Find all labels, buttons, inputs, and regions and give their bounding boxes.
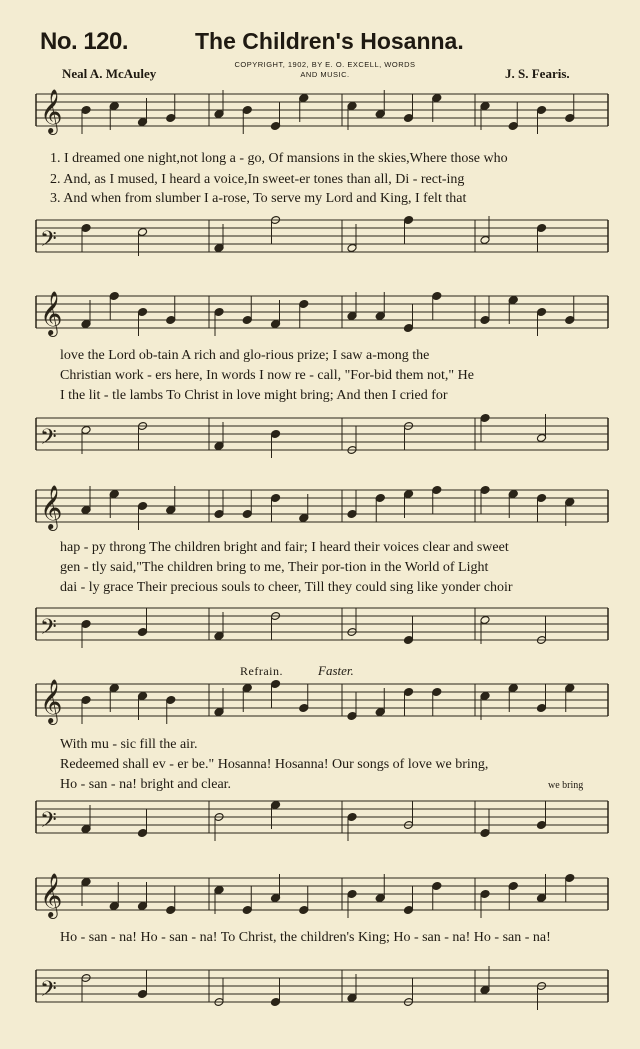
author-credit: Neal A. McAuley bbox=[62, 66, 157, 81]
bass-clef-icon: 𝄢 bbox=[40, 977, 57, 1007]
treble-staff-4 bbox=[0, 676, 640, 736]
composer-credit: J. S. Fearis. bbox=[505, 66, 570, 81]
bass-staff-1 bbox=[0, 212, 640, 272]
treble-staff-3 bbox=[0, 482, 640, 542]
verse-3-line-1: 3. And when from slumber I a-rose, To serve my Lord and King, I felt that bbox=[50, 191, 467, 206]
verse-1-line-4: With mu - sic fill the air. bbox=[60, 737, 198, 752]
bass-staff-4 bbox=[0, 793, 640, 853]
tempo-marking: Faster. bbox=[318, 663, 354, 678]
treble-staff-2 bbox=[0, 288, 640, 348]
verse-3-line-3: dai - ly grace Their precious souls to cheer, Till they could sing like yonder choir bbox=[60, 580, 513, 595]
bass-clef-icon: 𝄢 bbox=[40, 615, 57, 645]
verse-1-line-2: love the Lord ob-tain A rich and glo-rious prize; I saw a-mong the bbox=[60, 348, 430, 363]
treble-clef-icon: 𝄞 bbox=[40, 485, 63, 529]
treble-clef-icon: 𝄞 bbox=[40, 679, 63, 723]
echo-lyric: we bring bbox=[548, 780, 584, 791]
refrain-line-5: Ho - san - na! Ho - san - na! To Christ, the children's King; Ho - san - na! Ho - san - na! bbox=[60, 930, 551, 945]
treble-staff-1 bbox=[0, 86, 640, 146]
treble-clef-icon: 𝄞 bbox=[40, 89, 63, 133]
verse-3-line-4: Ho - san - na! bright and clear. bbox=[60, 777, 232, 792]
verse-2-line-3: gen - tly said,"The children bring to me, Their por-tion in the World of Light bbox=[60, 560, 489, 575]
verse-2-line-4: Redeemed shall ev - er be." Hosanna! Hosanna! Our songs of love we bring, bbox=[60, 757, 489, 772]
verse-1-line-1: 1. I dreamed one night,not long a - go, Of mansions in the skies,Where those who bbox=[50, 151, 508, 166]
treble-staff-5 bbox=[0, 870, 640, 930]
bass-staff-5 bbox=[0, 962, 640, 1022]
verse-2-line-1: 2. And, as I mused, I heard a voice,In sweet-er tones than all, Di - rect-ing bbox=[50, 172, 465, 187]
bass-clef-icon: 𝄢 bbox=[40, 425, 57, 455]
verse-1-line-3: hap - py throng The children bright and fair; I heard their voices clear and sweet bbox=[60, 540, 509, 555]
treble-clef-icon: 𝄞 bbox=[40, 873, 63, 917]
bass-clef-icon: 𝄢 bbox=[40, 227, 57, 257]
hymn-title: The Children's Hosanna. bbox=[195, 28, 464, 54]
treble-clef-icon: 𝄞 bbox=[40, 291, 63, 335]
copyright-notice: COPYRIGHT, 1902, BY E. O. EXCELL, WORDS AND MUSIC. bbox=[234, 60, 416, 79]
verse-3-line-2: I the lit - tle lambs To Christ in love might bring; And then I cried for bbox=[60, 388, 448, 403]
bass-clef-icon: 𝄢 bbox=[40, 808, 57, 838]
refrain-label: Refrain. bbox=[240, 664, 283, 678]
bass-staff-3 bbox=[0, 600, 640, 660]
verse-2-line-2: Christian work - ers here, In words I now re - call, "For-bid them not," He bbox=[60, 368, 474, 383]
bass-staff-2 bbox=[0, 410, 640, 470]
hymn-number: No. 120. bbox=[40, 28, 129, 55]
